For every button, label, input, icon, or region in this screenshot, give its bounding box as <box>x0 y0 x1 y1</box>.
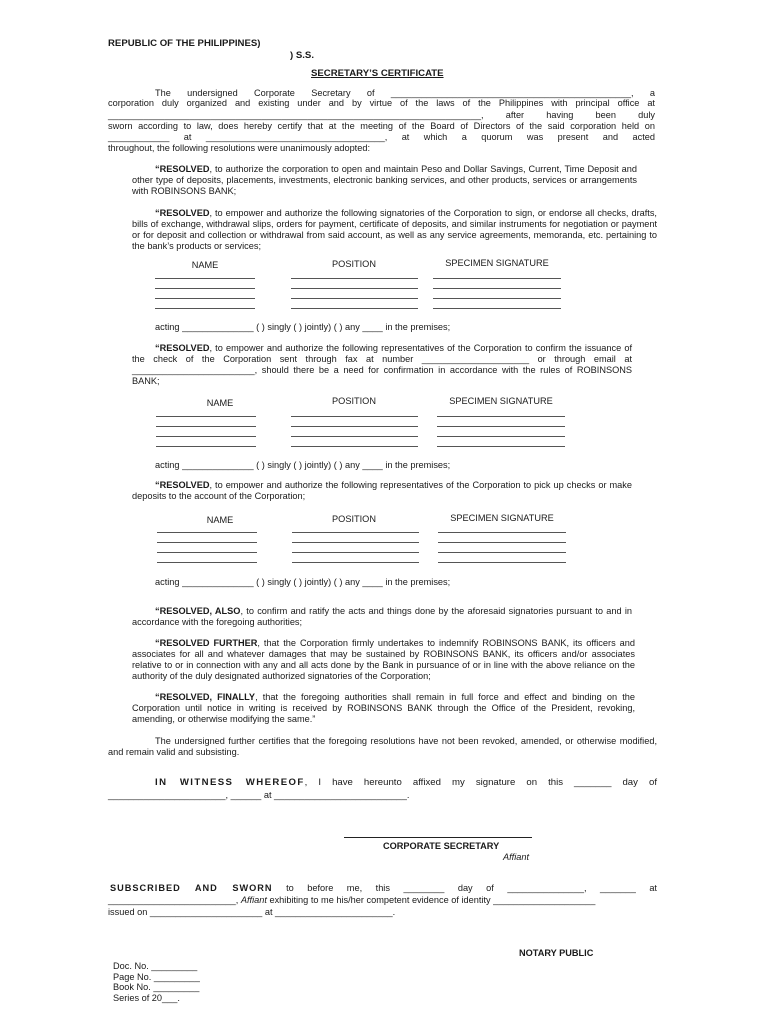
document-title: SECRETARY’S CERTIFICATE <box>311 68 444 79</box>
blank-line <box>291 308 418 309</box>
blank-line <box>156 426 256 427</box>
witness-text: , I have hereunto affixed my signature on this _______ day of <box>304 777 657 788</box>
resolution-text: , that the Corporation firmly undertakes to indemnify ROBINSONS BANK, its officers and associates for all and whatever damages that may be sustained by ROBINSONS BANK, its officers and/or associates relative to or in connection with any and all acts done by the Bank in pursuance of or in line with the above reliance on the authority of the duly designated authorized signatories of the Corporation; <box>132 638 635 681</box>
column-position: POSITION <box>332 259 376 269</box>
resolution-text: , to empower and authorize the following representatives of the Corporation to pick up checks or make deposits to the account of the Corporation; <box>132 480 632 501</box>
column-signature: SPECIMEN SIGNATURE <box>445 258 549 268</box>
acting-line-2: acting ______________ ( ) singly ( ) jointly) ( ) any ____ in the premises; <box>155 460 451 470</box>
jurat-line-2 <box>108 895 595 906</box>
blank-line <box>291 298 418 299</box>
resolution-keyword: “RESOLVED <box>155 343 210 353</box>
blank-line <box>157 532 257 533</box>
resolution-text: , to empower and authorize the following representatives of the Corporation to confirm the issuance of the check of the Corporation sent through fax at number _____________________ or through email at ________________________, should there be a need for confirmation in accordance with the rules of ROBINSONS BANK; <box>132 343 632 386</box>
blank-line <box>156 416 256 417</box>
blank-line <box>156 436 256 437</box>
blank-line <box>157 542 257 543</box>
page-no: Page No. _________ <box>113 971 200 982</box>
resolution-text: , to authorize the corporation to open and maintain Peso and Dollar Savings, Current, Time Deposit and other type of deposits, placements, investments, electronic banking services, and other products, services or arrangements with ROBINSONS BANK; <box>132 164 637 196</box>
column-name: NAME <box>191 260 219 270</box>
resolution-keyword: “RESOLVED, FINALLY <box>155 692 256 702</box>
column-name: NAME <box>206 398 234 408</box>
jurat-identity-text: exhibiting to me his/her competent evidence of identity ____________________ <box>266 895 596 905</box>
blank-line <box>291 278 418 279</box>
resolution-keyword: “RESOLVED <box>155 164 210 174</box>
ss-heading: ) S.S. <box>290 50 314 61</box>
resolution-keyword: “RESOLVED <box>155 480 210 490</box>
blank-line <box>292 542 419 543</box>
blank-line <box>157 552 257 553</box>
column-position: POSITION <box>332 396 376 406</box>
column-signature: SPECIMEN SIGNATURE <box>450 513 554 523</box>
resolution-pick-up-checks <box>132 480 632 502</box>
blank-line <box>433 298 561 299</box>
blank-line <box>291 288 418 289</box>
resolution-keyword: “RESOLVED FURTHER <box>155 638 258 648</box>
blank-line <box>438 562 566 563</box>
book-no: Book No. _________ <box>113 982 200 992</box>
notary-public-label: NOTARY PUBLIC <box>519 948 594 958</box>
blank-line <box>438 542 566 543</box>
witness-keyword: IN WITNESS WHEREOF <box>155 777 305 788</box>
intro-line-2: corporation duly organized and existing under and by virtue of the laws of the Philippines with principal office at <box>108 98 655 108</box>
column-position: POSITION <box>332 514 376 524</box>
blank-line <box>155 308 255 309</box>
resolution-signatories <box>132 208 657 252</box>
blank-line <box>437 416 565 417</box>
blank-line <box>292 562 419 563</box>
column-name: NAME <box>206 515 234 525</box>
jurat-blank: _________________________, <box>108 895 241 905</box>
blank-line <box>155 298 255 299</box>
blank-line <box>437 426 565 427</box>
blank-line <box>156 446 256 447</box>
corporate-secretary-label: CORPORATE SECRETARY <box>383 841 500 851</box>
blank-line <box>155 278 255 279</box>
witness-line-2: _______________________, ______ at __________________________. <box>108 790 410 800</box>
blank-line <box>291 416 418 417</box>
resolution-keyword: “RESOLVED, ALSO <box>155 606 241 616</box>
intro-line-6: throughout, the following resolutions were unanimously adopted: <box>108 143 371 153</box>
intro-line-3: _________________________________________________________________________, after having been duly <box>108 110 655 120</box>
intro-line-5: ____________ at ___________________________________, at which a quorum was present and acted <box>108 132 655 142</box>
republic-heading: REPUBLIC OF THE PHILIPPINES) <box>108 38 261 49</box>
blank-line <box>433 288 561 289</box>
blank-line <box>291 436 418 437</box>
resolution-open-accounts <box>132 164 637 197</box>
blank-line <box>438 532 566 533</box>
certification-statement: The undersigned further certifies that the foregoing resolutions have not been revoked, amended, or otherwise modified, and remain valid and subsisting. <box>108 736 657 757</box>
resolution-text: , to empower and authorize the following signatories of the Corporation to sign, or endorse all checks, drafts, bills of exchange, withdrawal slips, orders for payment, certificate of deposits, and similar instruments for negotiation or payment or for deposit and collection or withdrawal from said account, as well as any service agreements, memoranda, etc. pertaining to the bank’s products or services; <box>132 208 657 251</box>
secretary-signature-line <box>344 837 532 838</box>
column-signature: SPECIMEN SIGNATURE <box>449 396 553 406</box>
intro-line-4: sworn according to law, does hereby certify that at the meeting of the Board of Directors of the said corporation held on <box>108 121 655 131</box>
acting-line-3: acting ______________ ( ) singly ( ) jointly) ( ) any ____ in the premises; <box>155 577 451 587</box>
acting-line-1: acting ______________ ( ) singly ( ) jointly) ( ) any ____ in the premises; <box>155 322 451 332</box>
blank-line <box>438 552 566 553</box>
blank-line <box>433 308 561 309</box>
blank-line <box>292 532 419 533</box>
blank-line <box>157 562 257 563</box>
affiant-label: Affiant <box>503 852 530 862</box>
resolution-further <box>132 638 635 682</box>
blank-line <box>437 446 565 447</box>
doc-no: Doc. No. _________ <box>113 961 198 971</box>
resolution-keyword: “RESOLVED <box>155 208 210 218</box>
jurat-text: to before me, this ________ day of _______________, _______ at <box>272 883 657 893</box>
notary-register <box>113 961 200 1003</box>
intro-line-1: The undersigned Corporate Secretary of _______________________________________________, a <box>155 88 655 98</box>
resolution-text: , to confirm and ratify the acts and things done by the aforesaid signatories pursuant to and in accordance with the foregoing authorities; <box>132 606 632 627</box>
blank-line <box>433 278 561 279</box>
resolution-also <box>132 606 632 628</box>
blank-line <box>291 446 418 447</box>
blank-line <box>292 552 419 553</box>
resolution-confirm-checks <box>132 343 632 387</box>
resolution-text: , that the foregoing authorities shall remain in full force and effect and binding on the Corporation until notice in writing is received by ROBINSONS BANK through the Office of the President, revoking, amending, or otherwise modifying the same.” <box>132 692 635 724</box>
blank-line <box>437 436 565 437</box>
jurat-keyword: SUBSCRIBED AND SWORN <box>110 883 273 893</box>
jurat-line-3: issued on ______________________ at _______________________. <box>108 907 396 917</box>
resolution-finally <box>132 692 635 725</box>
series-of: Series of 20___. <box>113 992 180 1003</box>
blank-line <box>291 426 418 427</box>
jurat-affiant: Affiant <box>240 895 267 905</box>
blank-line <box>155 288 255 289</box>
